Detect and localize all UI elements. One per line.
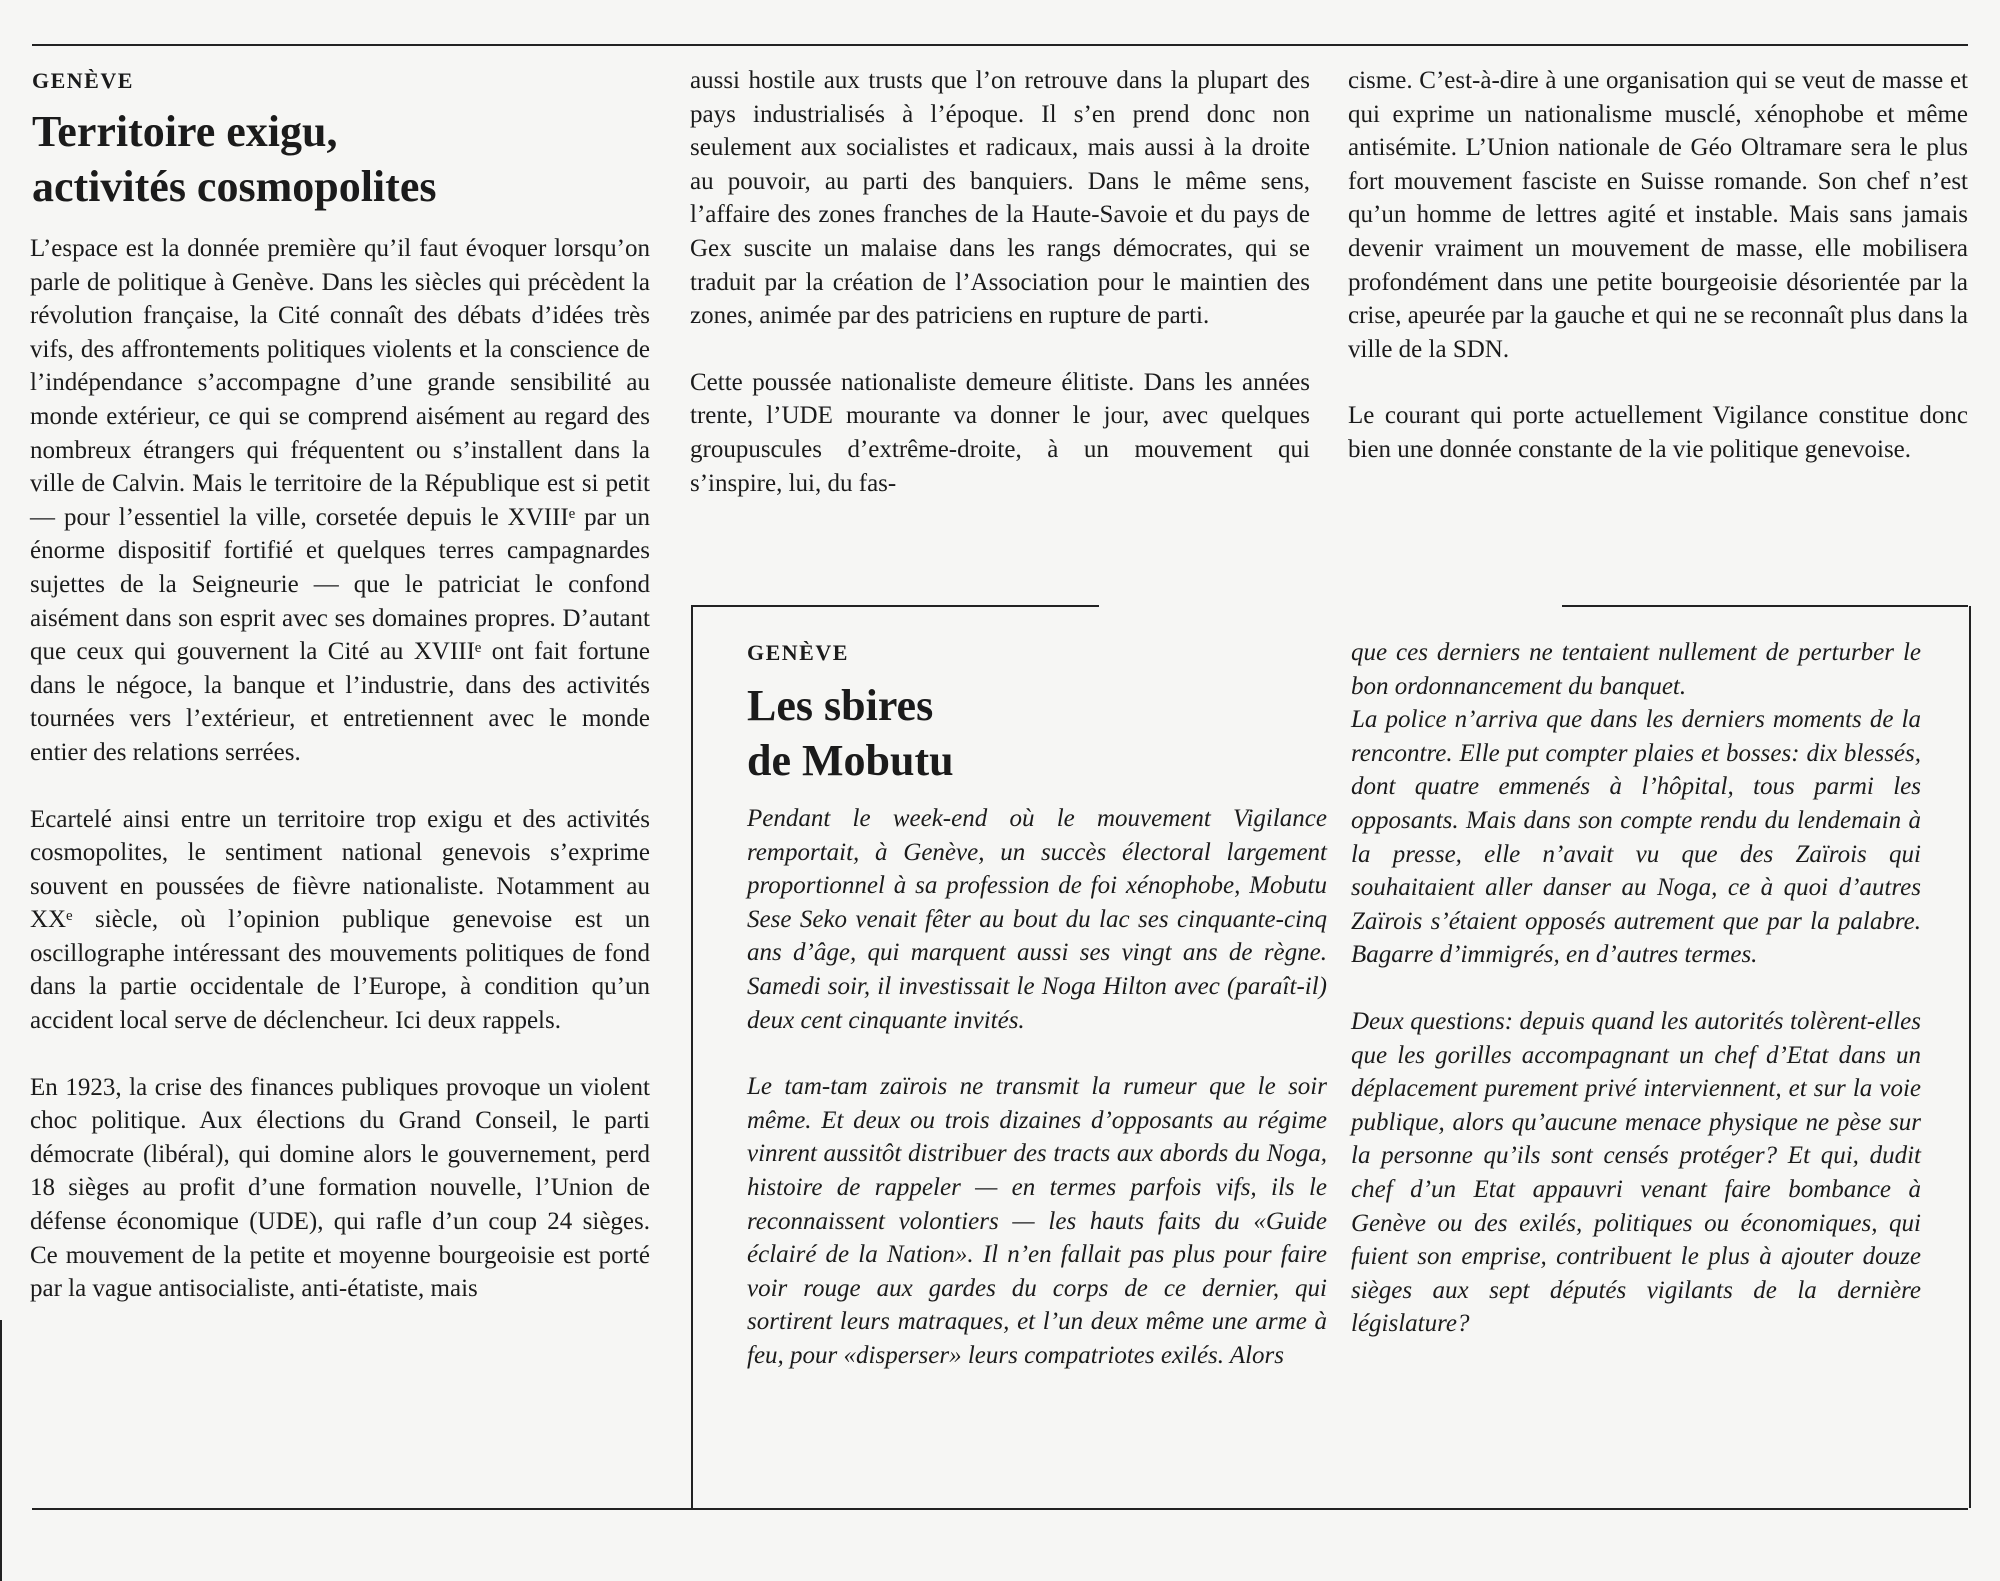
article2-paragraph: Pendant le week-end où le mouvement Vigilance remportait, à Genève, un succès électoral largement proportionnel à sa profession de foi xénophobe, Mobutu Sese Seko venait fêter au bout du lac ses cinquante-cinq ans d’âge, qui marquent aussi ses vingt ans de règne. Samedi soir, il investissait le Noga Hilton avec (paraît-il) deux cent cinquante invités. — [747, 805, 1327, 1034]
article1-paragraph: Cette poussée nationaliste demeure élitiste. Dans les années trente, l’UDE mourante va donner le jour, avec quelques groupuscules d’extrême-droite, à un mouvement qui s’inspire, lui, du fas- — [690, 368, 1310, 497]
article1-paragraph: aussi hostile aux trusts que l’on retrouve dans la plupart des pays industrialisés à l’époque. Il s’en prend donc non seulement aux socialistes et radicaux, mais aussi à la droite au pouvoir, au parti des banquiers. Dans le même sens, l’affaire des zones franches de la Haute-Savoie et du pays de Gex suscite un malaise dans les rangs démocrates, qui se traduit par la création de l’Association pour le maintien des zones, animée par des patriciens en rupture de parti. — [690, 67, 1310, 330]
article2-headline — [747, 678, 954, 788]
article2-title-line2: de Mobutu — [747, 736, 954, 785]
article1-paragraph: Le courant qui porte actuellement Vigilance constitue donc bien une donnée constante de la vie politique genevoise. — [1348, 402, 1968, 463]
bottom-rule — [32, 1508, 1968, 1510]
article2-paragraph: que ces derniers ne tentaient nullement de perturber le bon ordonnancement du banquet. — [1351, 639, 1921, 700]
article1-paragraph: Ecartelé ainsi entre un territoire trop exigu et des activités cosmopolites, le sentiment national genevois s’exprime souvent en poussées de fièvre nationaliste. Notamment au XXᵉ siècle, où l’opinion publique genevoise est un oscillographe intéressant des mouvements politiques de fond dans la partie occidentale de l’Europe, à condition qu’un accident local serve de déclencheur. Ici deux rappels. — [30, 805, 650, 1035]
article2-column-1 — [747, 802, 1327, 1373]
article1-paragraph: L’espace est la donnée première qu’il faut évoquer lorsqu’on parle de politique à Genève. Dans les siècles qui précèdent la révolution française, la Cité connaît des débats d’idées très vifs, des affrontements politiques violents et la conscience de l’indépendance s’accompagne d’une grande sensibilité au monde extérieur, ce qui se comprend aisément au regard des nombreux étrangers qui fréquentent ou s’installent dans la ville de Calvin. Mais le territoire de la République est si petit — pour l’essentiel la ville, corsetée depuis le XVIIIᵉ par un énorme dispositif fortifié et quelques terres campagnardes sujettes de la Seigneurie — que le patriciat le confond aisément dans son esprit avec ses domaines propres. D’autant que ceux qui gouvernent la Cité au XVIIIᵉ ont fait fortune dans le négoce, la banque et l’industrie, dans des activités tournées vers l’extérieur, et entretiennent avec le monde entier des relations serrées. — [30, 235, 650, 766]
top-rule — [32, 44, 1968, 46]
article1-column-1 — [30, 232, 650, 1306]
article1-title-line1: Territoire exigu, — [32, 107, 338, 156]
article-mobutu-box — [691, 606, 1971, 1508]
article1-column-3 — [1348, 64, 1968, 467]
article1-column-2 — [690, 64, 1310, 500]
article1-kicker: GENÈVE — [32, 68, 134, 93]
article2-column-2 — [1351, 636, 1921, 1341]
article1-paragraph: En 1923, la crise des finances publiques provoque un violent choc politique. Aux élections du Grand Conseil, le parti démocrate (libéral), qui domine alors le gouvernement, perd 18 sièges au profit d’une formation nouvelle, l’Union de défense économique (UDE), qui rafle d’un coup 24 sièges. Ce mouvement de la petite et moyenne bourgeoisie est porté par la vague antisocialiste, anti-étatiste, mais — [30, 1073, 650, 1303]
article1-paragraph: cisme. C’est-à-dire à une organisation qui se veut de masse et qui exprime un nationalisme musclé, xénophobe et même antisémite. L’Union nationale de Géo Oltramare sera le plus fort mouvement fasciste en Suisse romande. Son chef n’est qu’un homme de lettres agité et instable. Mais sans jamais devenir vraiment un mouvement de masse, elle mobilisera profondément dans une petite bourgeoisie désorientée par la crise, apeurée par la gauche et qui ne se reconnaît plus dans la ville de la SDN. — [1348, 67, 1968, 363]
article2-paragraph: Deux questions: depuis quand les autorités tolèrent-elles que les gorilles accompagnant un chef d’Etat dans un déplacement purement privé interviennent, et sur la voie publique, alors qu’aucune menace physique ne pèse sur la personne qu’ils sont censés protéger? Et qui, dudit chef d’un Etat appauvri venant faire bombance à Genève ou des exilés, politiques ou économiques, qui fuient son emprise, contribuent le plus à ajouter douze sièges aux sept députés vigilants de la dernière législature? — [1351, 1007, 1921, 1338]
article2-title-line1: Les sbires — [747, 681, 934, 730]
article1-title-line2: activités cosmopolites — [32, 162, 437, 211]
article2-paragraph: La police n’arriva que dans les derniers moments de la rencontre. Elle put compter plaies et bosses: dix blessés, dont quatre emmenés à l’hôpital, tous parmi les opposants. Mais dans son compte rendu du lendemain à la presse, elle n’avait vu que des Zaïrois qui souhaitaient aller danser au Noga, ce à quoi d’autres Zaïrois s’étaient opposés autrement que par la palabre. Bagarre d’immigrés, en d’autres termes. — [1351, 706, 1921, 969]
article2-paragraph: Le tam-tam zaïrois ne transmit la rumeur que le soir même. Et deux ou trois dizaines d’opposants au régime vinrent aussitôt distribuer des tracts aux abords du Noga, histoire de rappeler — en termes parfois vifs, ils le reconnaissent volontiers — les hauts faits du «Guide éclairé de la Nation». Il n’en fallait pas plus pour faire voir rouge aux gardes du corps de ce dernier, qui sortirent leurs matraques, et l’un deux même une arme à feu, pour «disperser» leurs compatriotes exilés. Alors — [747, 1073, 1327, 1369]
left-edge-rule — [0, 1320, 2, 1581]
article2-kicker: GENÈVE — [747, 640, 849, 665]
article1-headline — [32, 104, 436, 214]
